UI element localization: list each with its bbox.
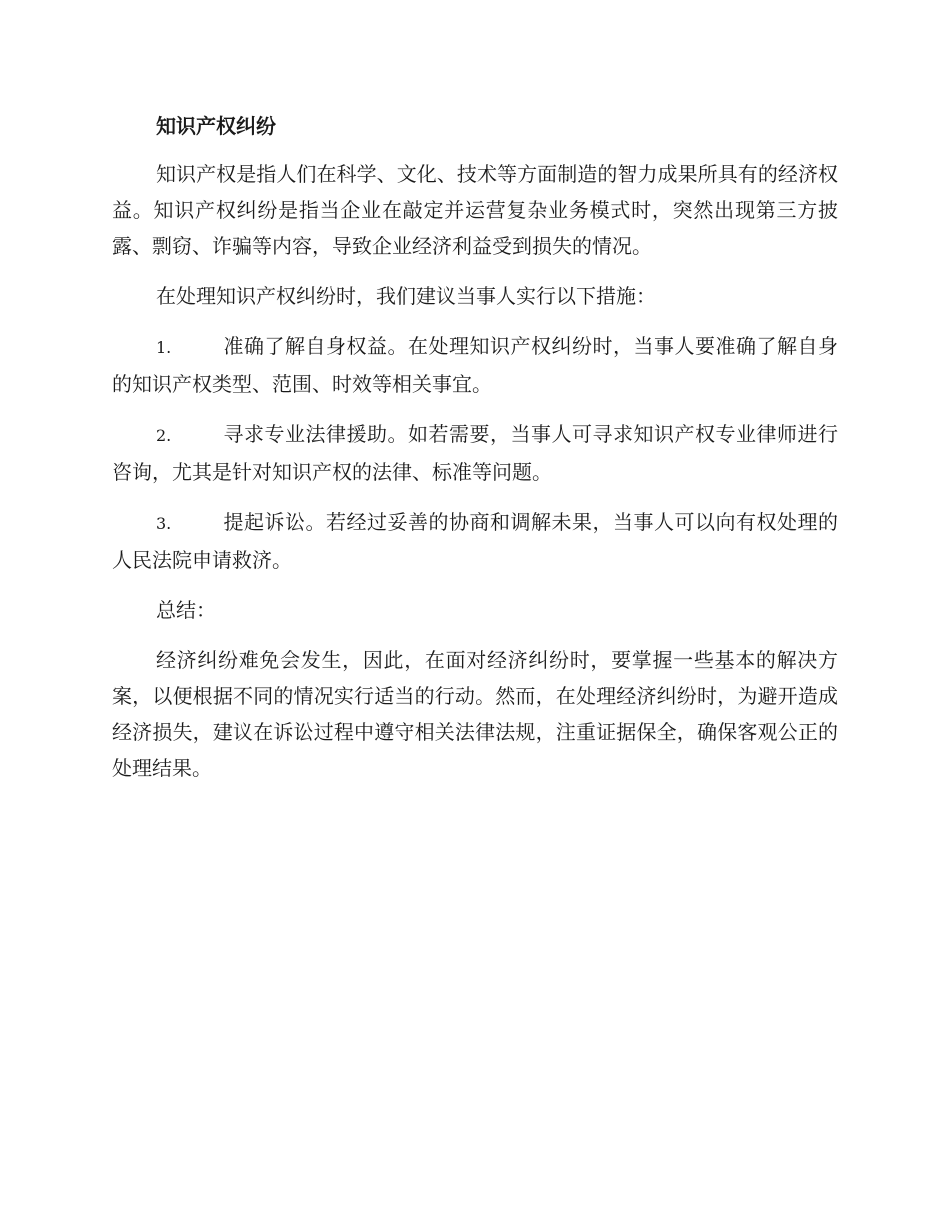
document-page xyxy=(112,108,838,800)
list-item xyxy=(112,328,838,402)
paragraph-definition: 知识产权是指人们在科学、文化、技术等方面制造的智力成果所具有的经济权益。知识产权纠纷是指当企业在敲定并运营复杂业务模式时，突然出现第三方披露、剽窃、诈骗等内容，导致企业经济利益受到损失的情况。 xyxy=(112,162,838,258)
paragraph-measures-intro: 在处理知识产权纠纷时，我们建议当事人实行以下措施： xyxy=(156,284,656,308)
list-item-number: 3. xyxy=(156,514,172,533)
list-item xyxy=(112,416,838,490)
summary-label: 总结： xyxy=(156,598,216,622)
list-item-number: 1. xyxy=(156,338,172,357)
list-item-text: 提起诉讼。若经过妥善的协商和调解未果，当事人可以向有权处理的人民法院申请救济。 xyxy=(112,510,838,572)
document-title: 知识产权纠纷 xyxy=(156,114,276,138)
list-item-text: 准确了解自身权益。在处理知识产权纠纷时，当事人要准确了解自身的知识产权类型、范围、时效等相关事宜。 xyxy=(112,334,838,396)
list-item-number: 2. xyxy=(156,426,172,445)
summary-paragraph: 经济纠纷难免会发生，因此，在面对经济纠纷时，要掌握一些基本的解决方案，以便根据不同的情况实行适当的行动。然而，在处理经济纠纷时，为避开造成经济损失，建议在诉讼过程中遵守相关法律法规，注重证据保全，确保客观公正的处理结果。 xyxy=(112,648,838,780)
list-item-text: 寻求专业法律援助。如若需要，当事人可寻求知识产权专业律师进行咨询，尤其是针对知识产权的法律、标准等问题。 xyxy=(112,422,838,484)
list-item xyxy=(112,504,838,578)
